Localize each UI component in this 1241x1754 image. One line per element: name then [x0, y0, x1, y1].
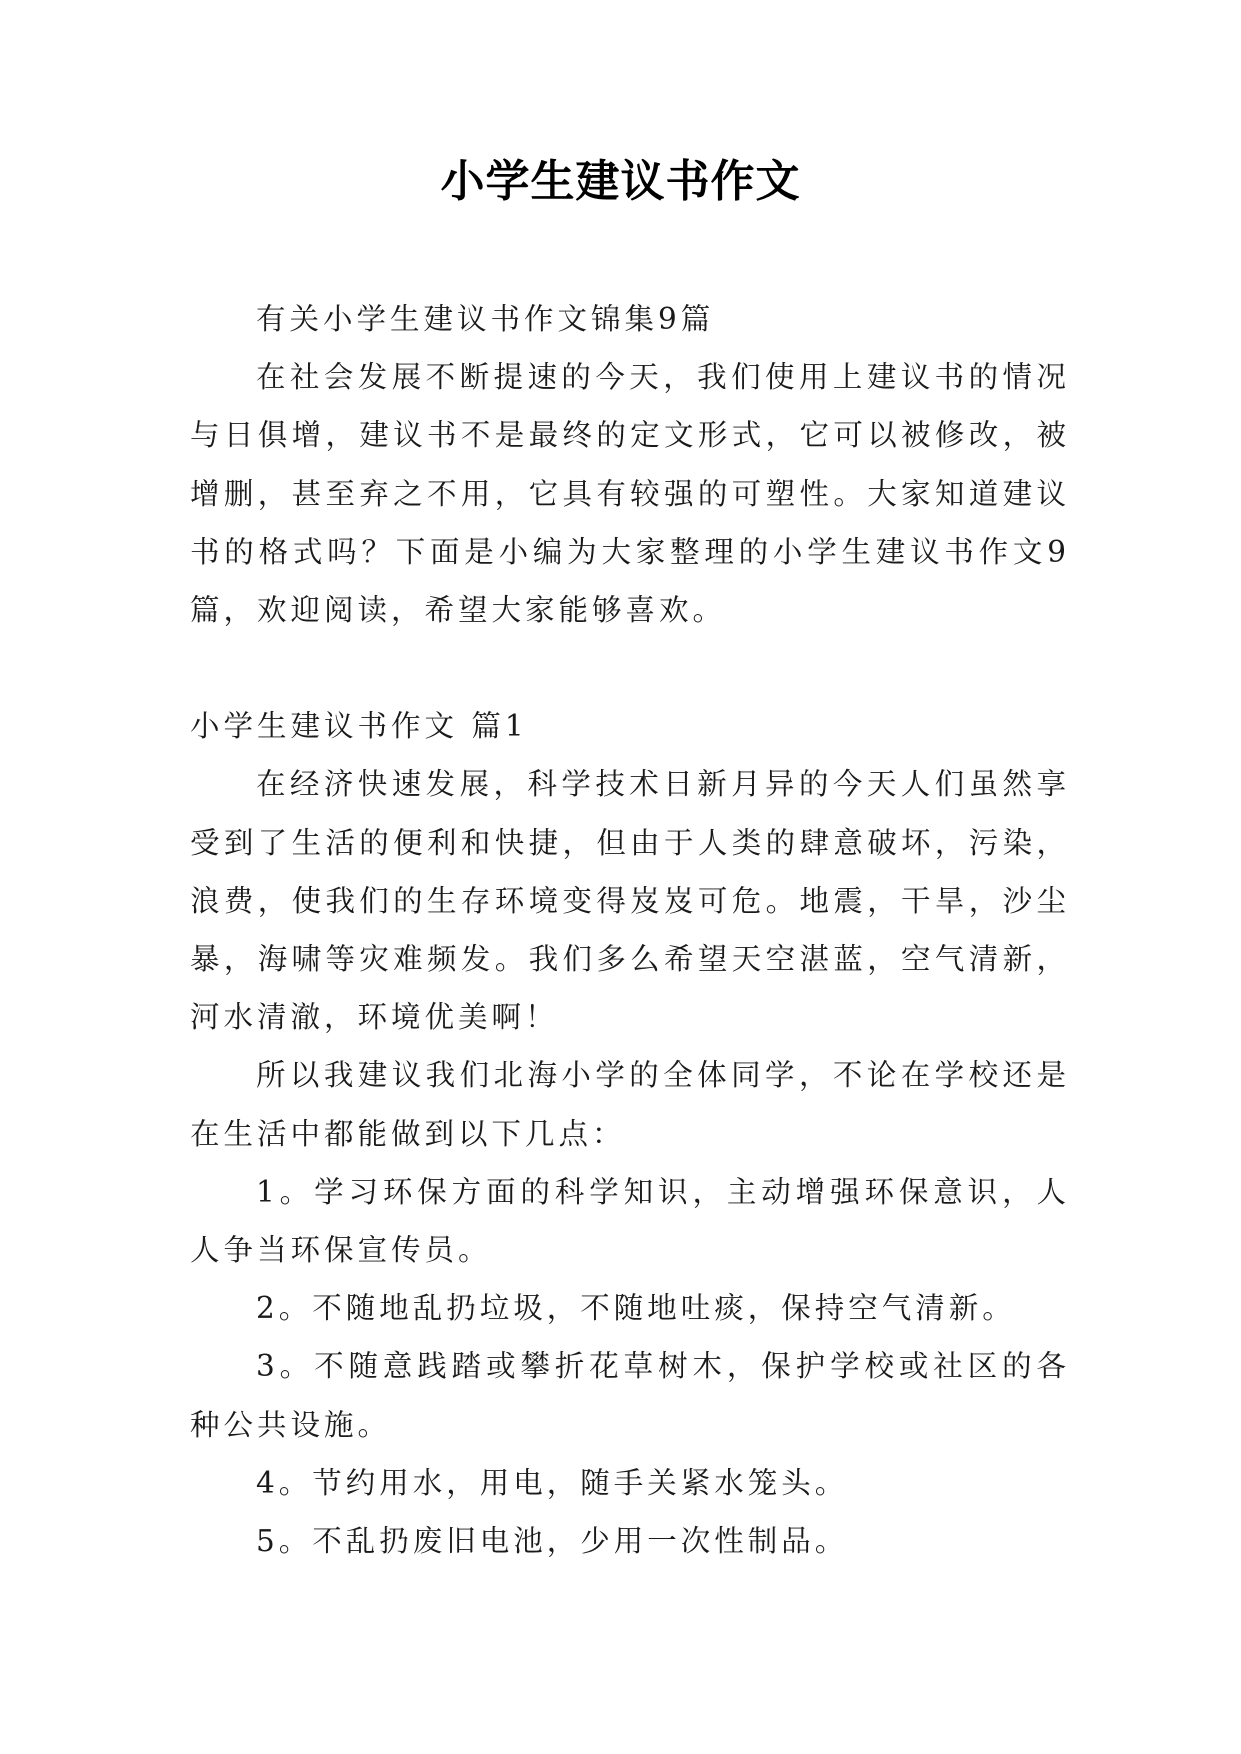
intro-paragraph: 在社会发展不断提速的今天，我们使用上建议书的情况与日俱增，建议书不是最终的定文形式，它可以被修改，被增删，甚至弃之不用，它具有较强的可塑性。大家知道建议书的格式吗？下面是小编为大家整理的小学生建议书作文9篇，欢迎阅读，希望大家能够喜欢。: [190, 360, 1070, 628]
document-body: [190, 290, 1070, 1570]
list-item: 4。节约用水，用电，随手关紧水笼头。: [256, 1465, 849, 1500]
list-item: 5。不乱扔废旧电池，少用一次性制品。: [256, 1524, 849, 1559]
body-paragraph: 所以我建议我们北海小学的全体同学，不论在学校还是在生活中都能做到以下几点：: [190, 1058, 1070, 1151]
list-item: 3。不随意践踏或攀折花草树木，保护学校或社区的各种公共设施。: [190, 1349, 1070, 1442]
list-item: 2。不随地乱扔垃圾，不随地吐痰，保持空气清新。: [256, 1291, 1016, 1326]
list-item: 1。学习环保方面的科学知识，主动增强环保意识，人人争当环保宣传员。: [190, 1174, 1070, 1268]
document-title: 小学生建议书作文: [440, 156, 801, 207]
document-subtitle: 有关小学生建议书作文锦集9篇: [256, 302, 715, 336]
body-paragraph: 在经济快速发展，科学技术日新月异的今天人们虽然享受到了生活的便利和快捷，但由于人类的肆意破坏，污染，浪费，使我们的生存环境变得岌岌可危。地震，干旱，沙尘暴，海啸等灾难频发。我们多么希望天空湛蓝，空气清新，河水清澈，环境优美啊！: [190, 767, 1070, 1035]
section-spacer: [190, 639, 1070, 697]
section-heading: 小学生建议书作文 篇1: [190, 709, 528, 744]
